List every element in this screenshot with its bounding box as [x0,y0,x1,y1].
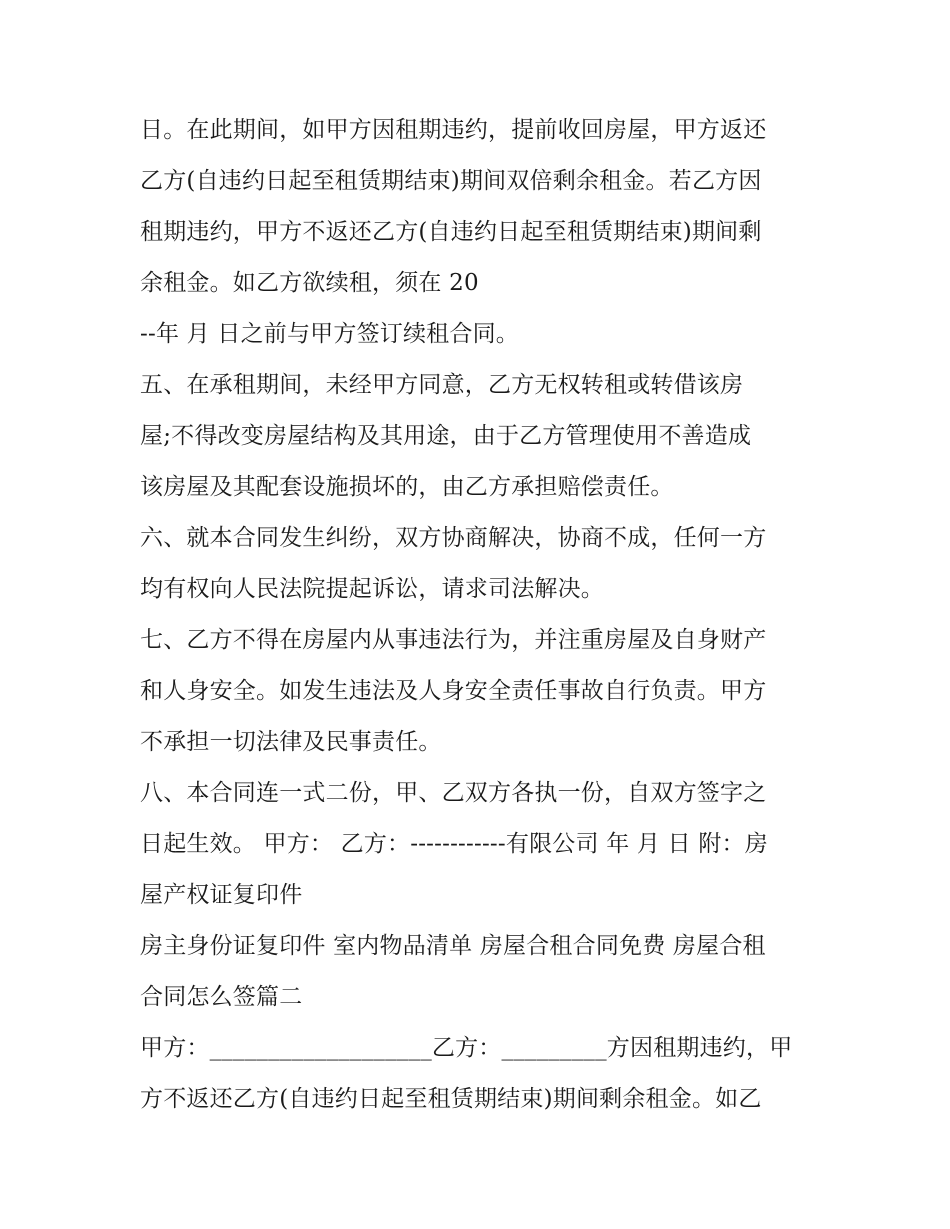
text-line: 余租金。如乙方欲续租，须在 20 [140,270,479,296]
text-line: --年 月 日之前与甲方签订续租合同。 [140,321,519,347]
text-line: 日起生效。 甲方： 乙方：------------有限公司 年 月 日 附：房 [140,831,768,857]
text-line: 合同怎么签篇二 [140,984,303,1010]
text-line: 甲方：___________________乙方：_________方因租期违约，甲 [140,1035,793,1061]
text-line: 和人身安全。如发生违法及人身安全责任事故自行负责。甲方 [140,678,767,704]
document-body [140,105,830,1125]
text-line: 租期违约，甲方不返还乙方(自违约日起至租赁期结束)期间剩 [140,219,762,245]
text-line: 八、本合同连一式二份，甲、乙双方各执一份，自双方签字之 [140,780,767,806]
text-line: 屋产权证复印件 [140,882,303,908]
text-line: 房主身份证复印件 室内物品清单 房屋合租合同免费 房屋合租 [140,933,766,959]
text-line: 七、乙方不得在房屋内从事违法行为，并注重房屋及自身财产 [140,627,767,653]
text-line: 屋;不得改变房屋结构及其用途，由于乙方管理使用不善造成 [140,423,752,449]
text-line: 日。在此期间，如甲方因租期违约，提前收回房屋，甲方返还 [140,117,767,143]
text-line: 方不返还乙方(自违约日起至租赁期结束)期间剩余租金。如乙 [140,1086,762,1112]
text-line: 乙方(自违约日起至租赁期结束)期间双倍剩余租金。若乙方因 [140,168,762,194]
text-line: 该房屋及其配套设施损坏的，由乙方承担赔偿责任。 [140,474,674,500]
text-line: 五、在承租期间，未经甲方同意，乙方无权转租或转借该房 [140,372,744,398]
text-line: 六、就本合同发生纠纷，双方协商解决，协商不成，任何一方 [140,525,767,551]
text-line: 均有权向人民法院提起诉讼，请求司法解决。 [140,576,604,602]
text-line: 不承担一切法律及民事责任。 [140,729,442,755]
